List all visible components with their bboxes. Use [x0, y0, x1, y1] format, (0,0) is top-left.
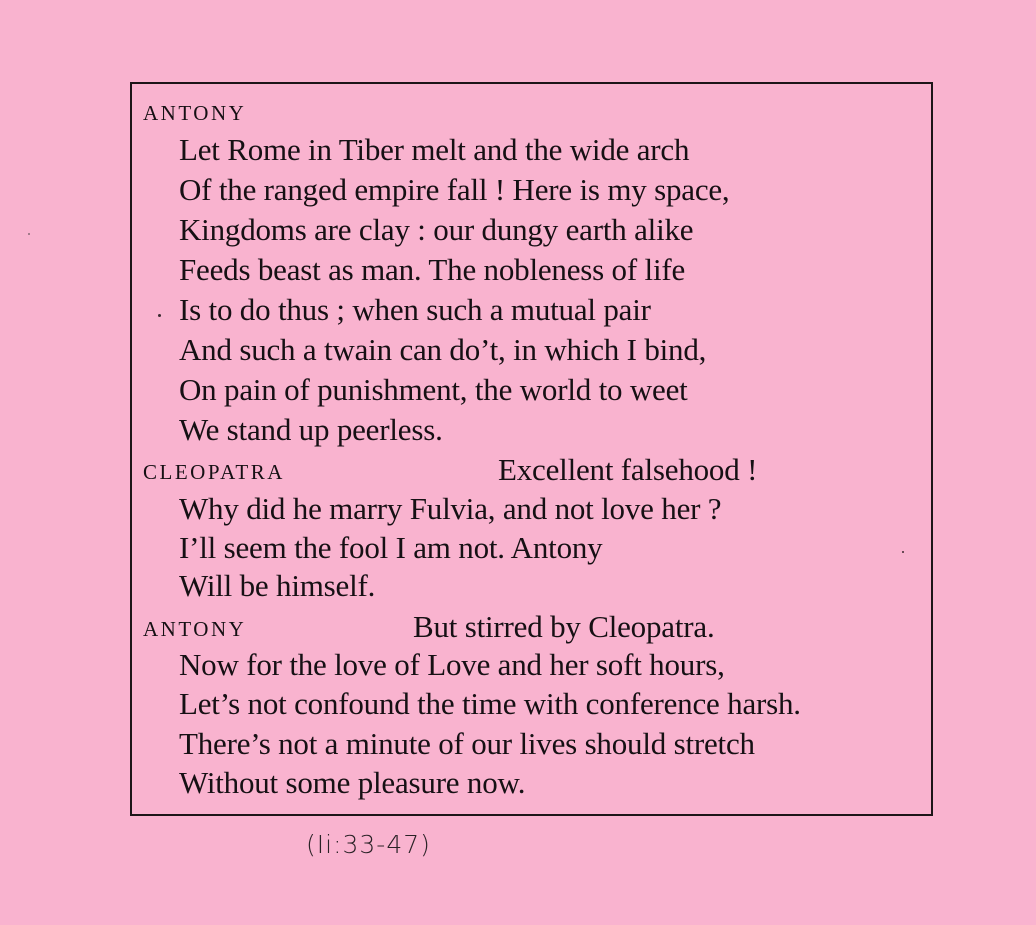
verse-line: Kingdoms are clay : our dungy earth alike	[179, 212, 694, 247]
verse-line: Without some pleasure now.	[179, 765, 526, 800]
scan-speck	[158, 314, 161, 317]
scan-speck	[902, 551, 904, 553]
verse-line: Of the ranged empire fall ! Here is my space,	[179, 172, 730, 207]
verse-line: Will be himself.	[179, 568, 376, 603]
verse-line: I’ll seem the fool I am not. Antony	[179, 530, 603, 565]
verse-line: And such a twain can do’t, in which I bind,	[179, 332, 707, 367]
verse-line: We stand up peerless.	[179, 412, 443, 447]
verse-line: Feeds beast as man. The nobleness of life	[179, 252, 686, 287]
handwritten-citation: (Ii:33-47)	[306, 830, 431, 859]
verse-line: There’s not a minute of our lives should stretch	[179, 726, 755, 761]
verse-line: Excellent falsehood !	[498, 452, 758, 487]
speaker-name: ANTONY	[143, 617, 247, 641]
speaker-name: ANTONY	[143, 101, 247, 125]
verse-line: On pain of punishment, the world to weet	[179, 372, 688, 407]
verse-line: Is to do thus ; when such a mutual pair	[179, 292, 651, 327]
verse-line: Why did he marry Fulvia, and not love her ?	[179, 491, 722, 526]
speaker-name: CLEOPATRA	[143, 460, 285, 484]
verse-line: But stirred by Cleopatra.	[413, 609, 715, 644]
verse-line: Let Rome in Tiber melt and the wide arch	[179, 132, 690, 167]
scan-speck	[28, 233, 30, 235]
verse-line: Now for the love of Love and her soft hours,	[179, 647, 725, 682]
verse-line: Let’s not confound the time with conference harsh.	[179, 686, 801, 721]
